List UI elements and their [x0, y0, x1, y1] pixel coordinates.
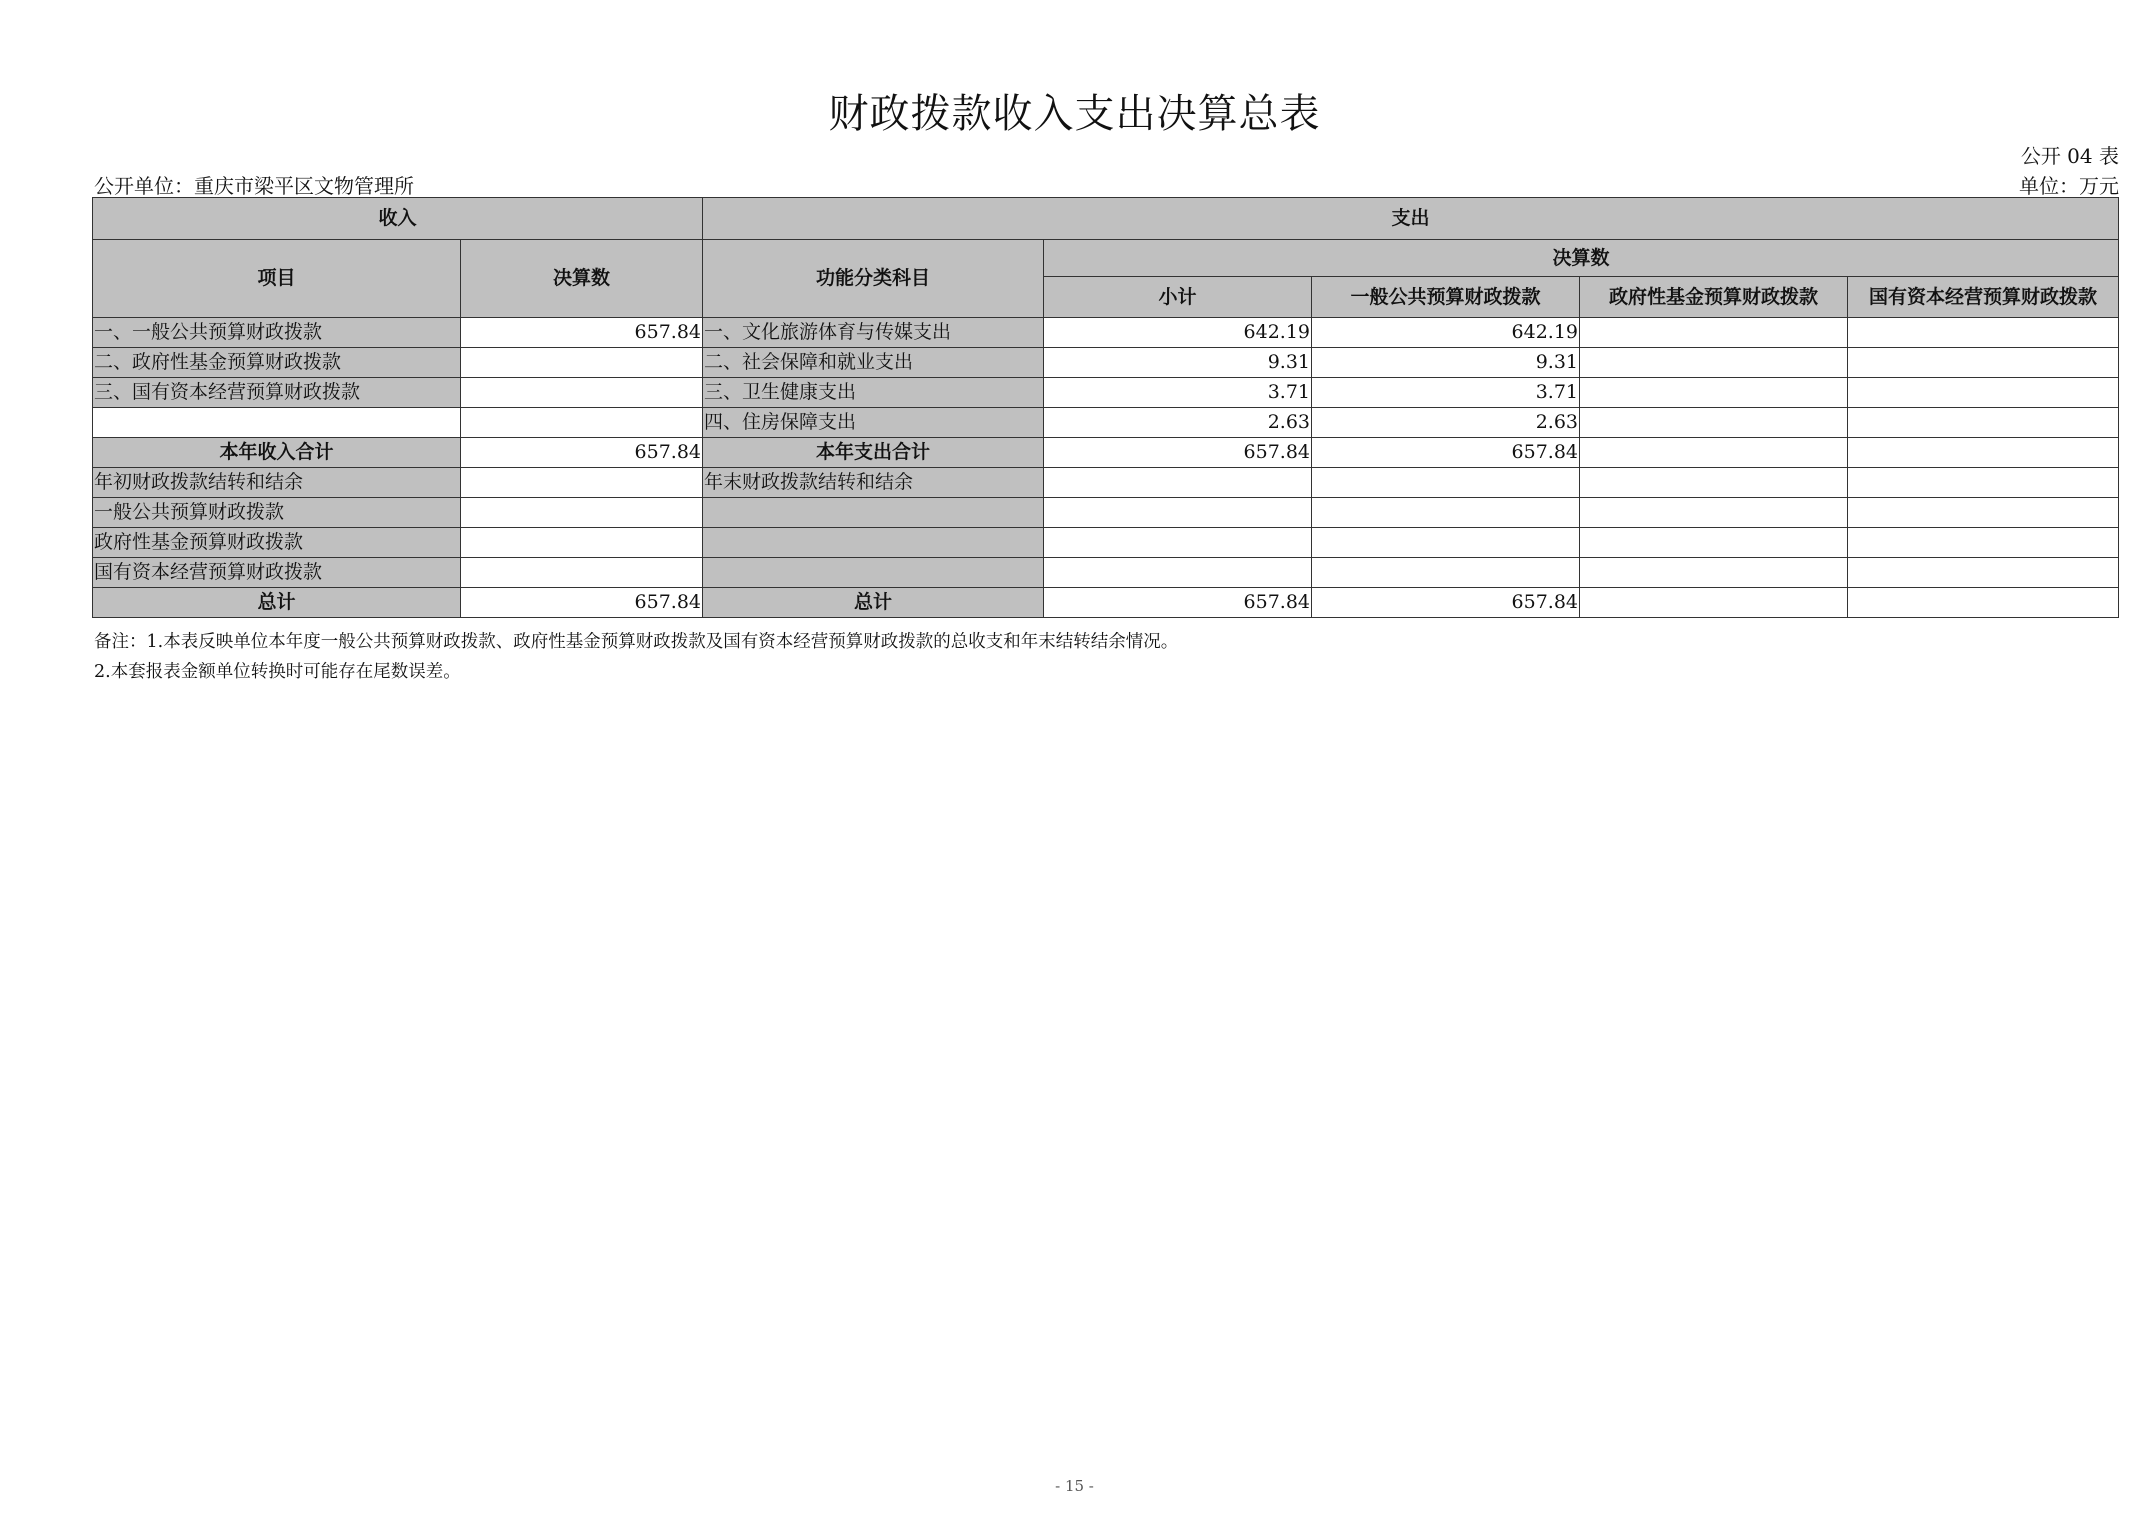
expense-item: 三、卫生健康支出: [703, 378, 1044, 408]
gov-fund-value: [1580, 528, 1848, 558]
income-amount: [461, 468, 703, 498]
income-item: 一、一般公共预算财政拨款: [93, 318, 461, 348]
subtotal-value: [1044, 528, 1312, 558]
state-capital-value: [1848, 528, 2119, 558]
gov-fund-value: [1580, 468, 1848, 498]
expense-item: 年末财政拨款结转和结余: [703, 468, 1044, 498]
general-budget-value: 2.63: [1312, 408, 1580, 438]
expense-grand-total-label: 总计: [703, 588, 1044, 618]
gov-fund-value: [1580, 558, 1848, 588]
notes: [94, 627, 1178, 687]
gov-fund-value: [1580, 438, 1848, 468]
income-amount: 657.84: [461, 318, 703, 348]
subtotal-value: [1044, 468, 1312, 498]
state-capital-value: [1848, 408, 2119, 438]
expense-item: [703, 498, 1044, 528]
gov-fund-value: [1580, 498, 1848, 528]
general-budget-value: [1312, 528, 1580, 558]
state-capital-value: [1848, 438, 2119, 468]
general-budget-value: [1312, 468, 1580, 498]
general-budget-value: 657.84: [1312, 438, 1580, 468]
state-capital-value: [1848, 378, 2119, 408]
expense-item: [703, 558, 1044, 588]
header-row-2: [93, 240, 2119, 277]
subtotal-value: 657.84: [1044, 438, 1312, 468]
income-item: [93, 408, 461, 438]
subtotal-value: [1044, 558, 1312, 588]
func-category-header: 功能分类科目: [703, 240, 1044, 318]
expense-item: 一、文化旅游体育与传媒支出: [703, 318, 1044, 348]
income-item: 二、政府性基金预算财政拨款: [93, 348, 461, 378]
income-amount: [461, 378, 703, 408]
income-item: 国有资本经营预算财政拨款: [93, 558, 461, 588]
fiscal-summary-table: [92, 197, 2119, 618]
subtotal-header: 小计: [1044, 277, 1312, 318]
state-capital-value: [1848, 558, 2119, 588]
item-header: 项目: [93, 240, 461, 318]
header-row-1: [93, 198, 2119, 240]
table-row: [93, 468, 2119, 498]
expense-header: 支出: [703, 198, 2119, 240]
subtotal-value: 657.84: [1044, 588, 1312, 618]
income-item: 一般公共预算财政拨款: [93, 498, 461, 528]
gov-fund-value: [1580, 408, 1848, 438]
gov-fund-value: [1580, 378, 1848, 408]
general-budget-value: [1312, 498, 1580, 528]
subtotal-value: 2.63: [1044, 408, 1312, 438]
unit-label: 单位：万元: [2019, 174, 2119, 198]
expense-item: [703, 528, 1044, 558]
general-budget-value: [1312, 558, 1580, 588]
table-row: [93, 588, 2119, 618]
subtotal-value: [1044, 498, 1312, 528]
table-row: [93, 378, 2119, 408]
expense-total-label: 本年支出合计: [703, 438, 1044, 468]
page-number: - 15 -: [1055, 1477, 1094, 1495]
gov-fund-value: [1580, 318, 1848, 348]
general-budget-header: 一般公共预算财政拨款: [1312, 277, 1580, 318]
note-line-2: 2.本套报表金额单位转换时可能存在尾数误差。: [94, 662, 461, 682]
expense-item: 四、住房保障支出: [703, 408, 1044, 438]
subtotal-value: 3.71: [1044, 378, 1312, 408]
state-capital-value: [1848, 348, 2119, 378]
subtotal-value: 642.19: [1044, 318, 1312, 348]
income-item: 政府性基金预算财政拨款: [93, 528, 461, 558]
expense-item: 二、社会保障和就业支出: [703, 348, 1044, 378]
table-row: [93, 408, 2119, 438]
gov-fund-value: [1580, 348, 1848, 378]
income-amount: [461, 558, 703, 588]
note-line-1: 备注：1.本表反映单位本年度一般公共预算财政拨款、政府性基金预算财政拨款及国有资本经营预算财政拨款的总收支和年末结转结余情况。: [94, 632, 1179, 652]
income-total-label: 本年收入合计: [93, 438, 461, 468]
gov-fund-header: 政府性基金预算财政拨款: [1580, 277, 1848, 318]
state-capital-value: [1848, 588, 2119, 618]
income-amount: [461, 348, 703, 378]
table-row: [93, 438, 2119, 468]
income-amount: [461, 408, 703, 438]
table-row: [93, 528, 2119, 558]
state-capital-value: [1848, 318, 2119, 348]
table-row: [93, 348, 2119, 378]
income-amount: [461, 528, 703, 558]
income-amount: 657.84: [461, 438, 703, 468]
organization-label: 公开单位：重庆市梁平区文物管理所: [94, 174, 414, 198]
page-title: 财政拨款收入支出决算总表: [828, 91, 1321, 137]
form-number: 公开 04 表: [2020, 144, 2119, 168]
amount-header: 决算数: [461, 240, 703, 318]
state-capital-value: [1848, 498, 2119, 528]
income-item: 年初财政拨款结转和结余: [93, 468, 461, 498]
general-budget-value: 3.71: [1312, 378, 1580, 408]
table-row: [93, 558, 2119, 588]
general-budget-value: 642.19: [1312, 318, 1580, 348]
income-item: 三、国有资本经营预算财政拨款: [93, 378, 461, 408]
income-grand-total-label: 总计: [93, 588, 461, 618]
income-header: 收入: [93, 198, 703, 240]
table-row: [93, 318, 2119, 348]
final-amount-header: 决算数: [1044, 240, 2119, 277]
income-amount: 657.84: [461, 588, 703, 618]
subtotal-value: 9.31: [1044, 348, 1312, 378]
income-amount: [461, 498, 703, 528]
general-budget-value: 657.84: [1312, 588, 1580, 618]
state-capital-header: 国有资本经营预算财政拨款: [1848, 277, 2119, 318]
state-capital-value: [1848, 468, 2119, 498]
general-budget-value: 9.31: [1312, 348, 1580, 378]
gov-fund-value: [1580, 588, 1848, 618]
table-row: [93, 498, 2119, 528]
